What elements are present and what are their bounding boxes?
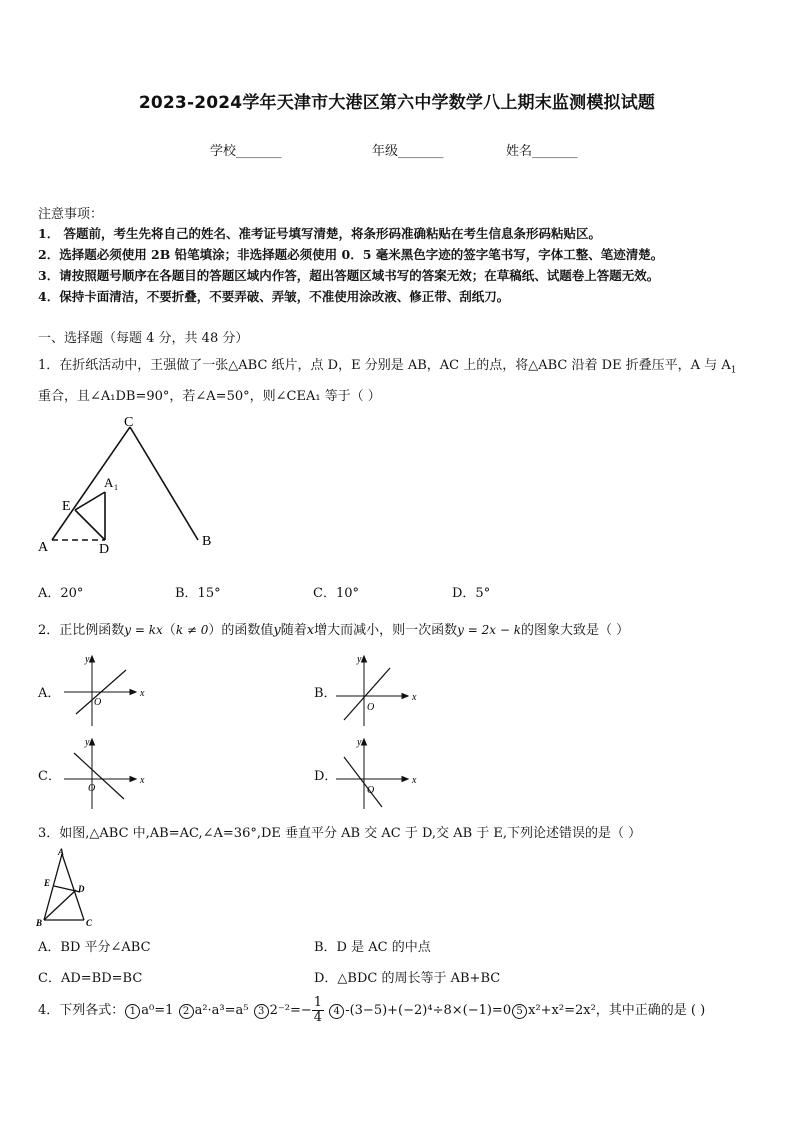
q1-option-d[interactable]: D．5° <box>452 586 491 601</box>
q2-option-c[interactable]: C． <box>38 769 61 784</box>
q4-circled-1: 1 <box>125 1004 140 1019</box>
q2c-y-label: y <box>85 737 90 748</box>
q1-label-d: D <box>99 542 110 557</box>
q2-graph-b <box>332 652 422 730</box>
q2b-y-label: y <box>357 654 362 665</box>
q1-label-b: B <box>202 534 212 549</box>
q4-circled-2: 2 <box>179 1004 194 1019</box>
page-title: 2023-2024学年天津市大港区第六中学数学八上期末监测模拟试题 <box>138 93 656 113</box>
q2-option-b[interactable]: B． <box>314 686 337 701</box>
q2-graph-d <box>332 735 422 813</box>
q4-fraction: $\frac{1}{4}$ <box>313 995 323 1025</box>
q1-option-c[interactable]: C．10° <box>313 586 359 601</box>
q2-graph-c <box>60 735 150 813</box>
school-field: 学校_______ <box>210 144 282 159</box>
q2b-x-label: x <box>412 692 417 703</box>
q3-option-b[interactable]: B．D 是 AC 的中点 <box>314 940 431 955</box>
q2c-origin-label: O <box>88 783 96 794</box>
section-heading: 一、选择题（每题 4 分，共 48 分） <box>38 331 249 346</box>
q3-label-b: B <box>36 918 43 928</box>
grade-field: 年级_______ <box>372 144 444 159</box>
q1-line1: 1．在折纸活动中，王强做了一张△ABC 纸片，点 D，E 分别是 AB，AC 上的点，将△ABC 沿着 DE 折叠压平，A 与 $A_1$ <box>38 358 737 376</box>
q1-label-a1-sub: 1 <box>114 483 118 492</box>
q4-circled-3: 3 <box>254 1004 269 1019</box>
q1-option-b[interactable]: B．15° <box>175 586 221 601</box>
q2a-x-label: x <box>140 688 145 699</box>
q2-option-d[interactable]: D． <box>314 769 338 784</box>
q2c-x-label: x <box>140 775 145 786</box>
q1-label-a1: A <box>104 475 114 490</box>
notice-item-2: 2．选择题必须使用 2B 铅笔填涂；非选择题必须使用 0．5 毫米黑色字迹的签字笔书写，字体工整、笔迹清楚。 <box>38 247 664 262</box>
notice-item-4: 4．保持卡面清洁，不要折叠，不要弄破、弄皱，不准使用涂改液、修正带、刮纸刀。 <box>38 289 510 304</box>
q2a-y-label: y <box>85 654 90 665</box>
q2-option-a[interactable]: A． <box>38 686 61 701</box>
name-field: 姓名_______ <box>506 144 578 159</box>
notice-item-1: 1． 答题前，考生先将自己的姓名、准考证号填写清楚，将条形码准确粘贴在考生信息条形码粘贴区。 <box>38 226 602 241</box>
q2-graph-a <box>60 652 150 730</box>
q1-label-e: E <box>62 499 71 514</box>
q3-label-a: A <box>58 847 65 857</box>
notice-item-3: 3．请按照题号顺序在各题目的答题区域内作答，超出答题区域书写的答案无效；在草稿纸、试题卷上答题无效。 <box>38 268 660 283</box>
q4-text: 4．下列各式： 1 a⁰=1 2 a²·a³=a⁵ 3 2⁻²=− $\frac{1}{4} 4$ -(3−5)+(−2)⁴÷8×(−1)=0 5 x²+x²=2x²，其中正确的是 ( ) <box>38 995 706 1025</box>
q3-option-c[interactable]: C．AD=BD=BC <box>38 971 143 986</box>
q3-option-a[interactable]: A．BD 平分∠ABC <box>38 940 151 955</box>
q3-label-e: E <box>44 878 51 888</box>
q3-text: 3．如图,△ABC 中,AB=AC,∠A=36°,DE 垂直平分 AB 交 AC 于 D,交 AB 于 E,下列论述错误的是（ ） <box>38 826 642 841</box>
q2-text: 2．正比例函数y = kx（k ≠ 0）的函数值y随着x增大而减小，则一次函数y = 2x − k的图象大致是（ ） <box>38 623 630 638</box>
q2d-y-label: y <box>357 737 362 748</box>
q4-circled-5: 5 <box>512 1004 527 1019</box>
q2a-origin-label: O <box>94 697 102 708</box>
q3-option-d[interactable]: D．△BDC 的周长等于 AB+BC <box>314 971 501 986</box>
q3-label-c: C <box>86 918 93 928</box>
notice-heading: 注意事项： <box>38 207 104 222</box>
q1-label-c: C <box>124 415 134 430</box>
q2b-origin-label: O <box>367 702 375 713</box>
q1-label-a: A <box>38 540 49 555</box>
q2d-origin-label: O <box>367 785 375 796</box>
q1-line2: 重合，且∠A₁DB=90°，若∠A=50°，则∠CEA₁ 等于（ ） <box>38 389 381 404</box>
q2d-x-label: x <box>412 775 417 786</box>
q3-label-d: D <box>78 884 85 894</box>
q1-triangle-figure <box>30 412 230 562</box>
q1-option-a[interactable]: A．20° <box>38 586 84 601</box>
q4-circled-4: 4 <box>329 1004 344 1019</box>
q3-triangle-figure <box>34 846 104 928</box>
